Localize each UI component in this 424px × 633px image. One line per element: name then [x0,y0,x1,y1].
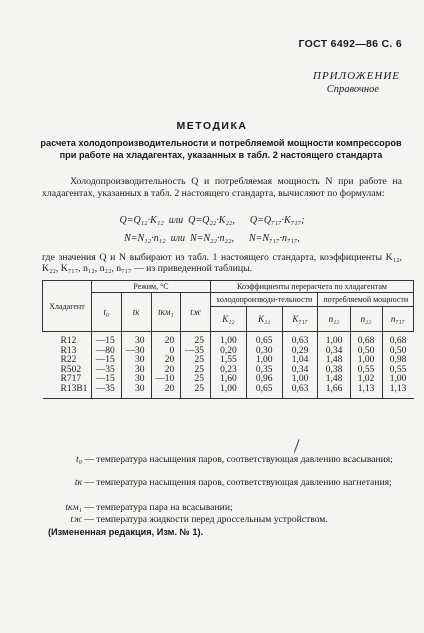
header-K22: K₂₂ [246,307,282,332]
legend-tzh-text: — температура жидкости перед дроссельным устройством. [84,514,328,525]
table-row: R502 —35 30 20 25 0,23 0,35 0,34 0,38 0,55 0,55 [43,366,414,376]
appendix-title: ПРИЛОЖЕНИЕ [313,70,400,82]
revision-note: (Измененная редакция, Изм. № 1). [48,527,204,537]
header-n12: n₁₂ [318,307,350,332]
formula-n: N=N₁₂·n₁₂ или N=N₂₂·n₂₂, N=N₇₁₇·n₇₁₇, [124,233,300,244]
coefficient-table [42,280,414,399]
header-tzh: tж [181,293,211,332]
legend-tzh-symbol: tж [70,514,82,525]
legend-t0-symbol: t₀ [75,454,82,465]
legend-tzh [42,514,402,525]
header-cold-capacity: холодопроизводи-тельности [211,293,318,307]
header-n22: n₂₂ [350,307,382,332]
legend-tk-symbol: tк [74,477,82,488]
legend-tkm [42,502,402,513]
legend-tkm-symbol: tкм₁ [65,502,82,513]
legend-tk [42,477,402,488]
header-tk: tк [121,293,151,332]
header-t0: t₀ [92,293,122,332]
header-refrigerant: Хладагент [43,281,92,332]
header-K12: K₁₂ [211,307,247,332]
appendix-subtitle: Справочное [326,84,379,95]
header-mode: Режим, °С [92,281,211,293]
intro-paragraph: Холодопроизводительность Q и потребляемая мощность N при работе на хладагентах, указанных в табл. 2 настоящего стандарта, вычисляют по формулам: [42,176,402,199]
table-row: R12 —15 30 20 25 1,00 0,65 0,63 1,00 0,68 0,68 [43,332,414,347]
table-row: R13 —80 —30 0 —35 0,20 0,30 0,29 0,34 0,50 0,50 [43,347,414,357]
table-row: R22 —15 30 20 25 1,55 1,00 1,04 1,48 1,00 0,98 [43,356,414,366]
header-power: потребляемой мощности [318,293,414,307]
formula-q: Q=Q₁₂·K₁₂ или Q=Q₂₂·K₂₂, Q=Q₇₁₇·K₇₁₇; [119,215,305,226]
header-coefficients: Коэффициенты перерасчета по хладагентам [211,281,414,293]
legend-t0-text: — температура насыщения паров, соответствующая давлению всасывания; [84,454,393,465]
explanation-paragraph: где значения Q и N выбирают из табл. 1 настоящего стандарта, коэффициенты K₁₂, K₂₂, K₇₁₇, n₁₂, n₂₂, n₇₁₇ — из приведенной таблицы. [42,252,402,274]
header-n717: n₇₁₇ [382,307,413,332]
legend-t0 [42,454,402,465]
document-title: МЕТОДИКА [176,120,248,132]
legend-tkm-text: — температура пара на всасывании; [84,502,233,513]
header-K717: K₇₁₇ [282,307,318,332]
table-row: R717 —15 30 —10 25 1,60 0,96 1,00 1,48 1,02 1,00 [43,375,414,385]
table-row: R13B1 —35 30 20 25 1,00 0,65 0,63 1,66 1,13 1,13 [43,385,414,399]
header-tkm: tкм₁ [151,293,181,332]
page-header-code: ГОСТ 6492—86 С. 6 [298,38,402,50]
document-subtitle: расчета холодопроизводительности и потребляемой мощности компрессоров при работе на хладагентах, указанных в табл. 2 настоящего стандарта [40,138,402,160]
pen-mark [294,439,305,455]
legend-tk-text: — температура насыщения паров, соответствующая давлению нагнетания; [84,477,392,488]
